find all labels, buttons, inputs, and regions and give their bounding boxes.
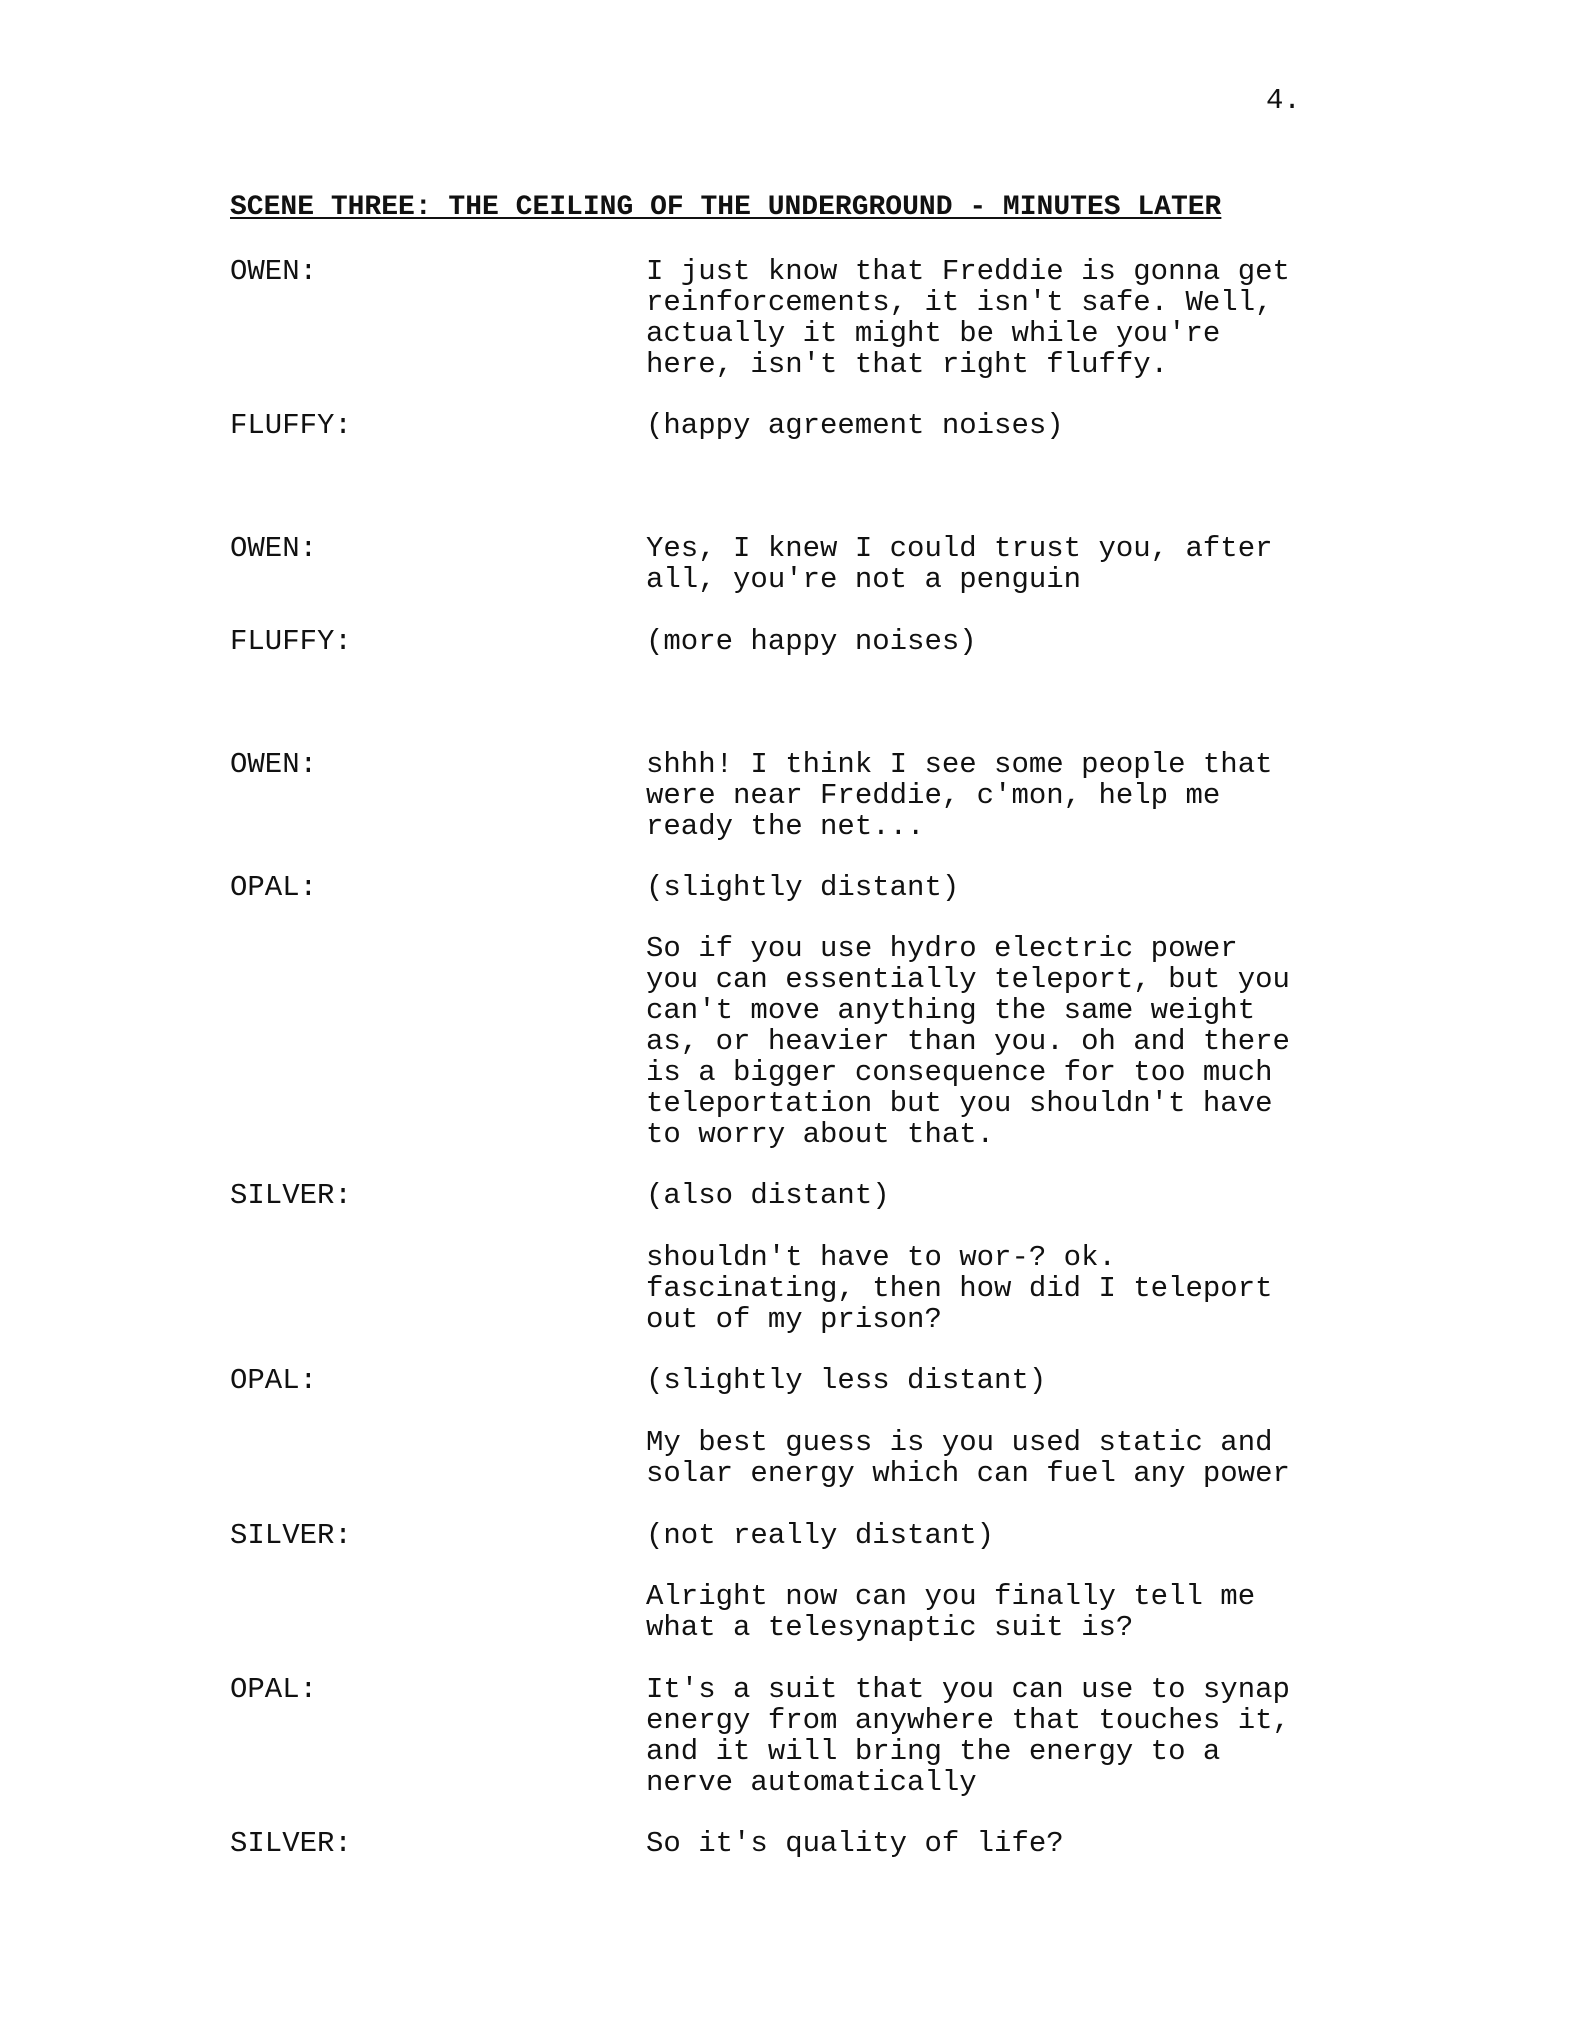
character-name: FLUFFY: — [230, 409, 352, 442]
dialogue: shouldn't have to wor-? ok. fascinating, then how did I teleport out of my prison? — [646, 1241, 1273, 1336]
dialogue: Yes, I knew I could trust you, after all, you're not a penguin — [646, 532, 1273, 596]
parenthetical: (more happy noises) — [646, 625, 977, 658]
character-name: SILVER: — [230, 1519, 352, 1552]
parenthetical: (happy agreement noises) — [646, 409, 1064, 442]
parenthetical: (slightly distant) — [646, 871, 960, 904]
dialogue: So it's quality of life? — [646, 1827, 1064, 1860]
parenthetical: (slightly less distant) — [646, 1364, 1047, 1397]
parenthetical: (also distant) — [646, 1179, 890, 1212]
dialogue: shhh! I think I see some people that were near Freddie, c'mon, help me ready the net... — [646, 748, 1273, 843]
dialogue: It's a suit that you can use to synap energy from anywhere that touches it, and it will bring the energy to a nerve automatically — [646, 1673, 1290, 1799]
character-name: SILVER: — [230, 1179, 352, 1212]
parenthetical: (not really distant) — [646, 1519, 995, 1552]
character-name: OWEN: — [230, 748, 318, 781]
scene-heading: SCENE THREE: THE CEILING OF THE UNDERGROUND - MINUTES LATER — [230, 192, 1222, 223]
character-name: OPAL: — [230, 1673, 318, 1706]
page-number: 4. — [1266, 84, 1301, 117]
character-name: OWEN: — [230, 532, 318, 565]
character-name: SILVER: — [230, 1827, 352, 1860]
dialogue: My best guess is you used static and solar energy which can fuel any power — [646, 1426, 1290, 1490]
character-name: FLUFFY: — [230, 625, 352, 658]
character-name: OPAL: — [230, 1364, 318, 1397]
dialogue: So if you use hydro electric power you can essentially teleport, but you can't move anything the same weight as, or heavier than you. oh and there is a bigger consequence for too much teleportation but you shouldn't have to worry about that. — [646, 932, 1290, 1151]
dialogue: Alright now can you finally tell me what a telesynaptic suit is? — [646, 1580, 1256, 1644]
character-name: OWEN: — [230, 255, 318, 288]
character-name: OPAL: — [230, 871, 318, 904]
dialogue: I just know that Freddie is gonna get reinforcements, it isn't safe. Well, actually it might be while you're here, isn't that right fluffy. — [646, 255, 1290, 381]
